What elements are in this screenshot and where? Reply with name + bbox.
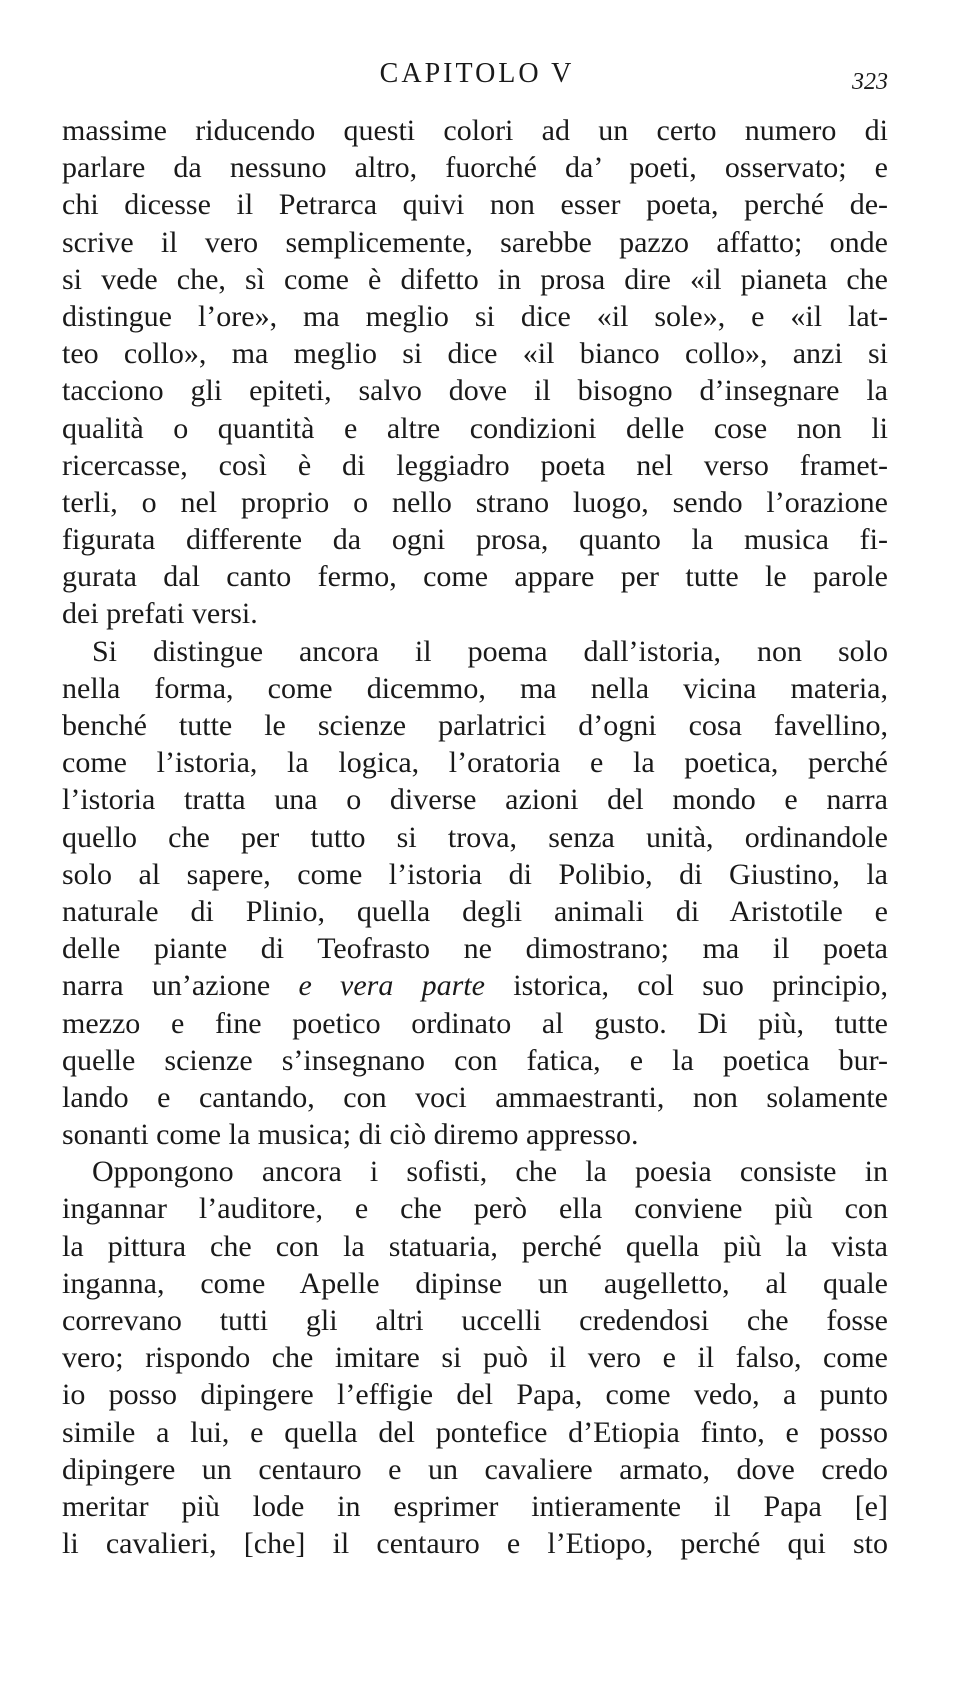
- text-line: ricercasse, così è di leggiadro poeta nel verso framet-: [62, 448, 888, 482]
- text-line: vero; rispondo che imitare si può il vero e il falso, come: [62, 1341, 888, 1375]
- text-line: mezzo e fine poetico ordinato al gusto. Di più, tutte: [62, 1006, 888, 1040]
- text-line: nella forma, come dicemmo, ma nella vicina materia,: [62, 671, 888, 705]
- page-number: 323: [852, 69, 888, 95]
- text-segment: istorica, col suo principio,: [484, 969, 888, 1003]
- text-line: figurata differente da ogni prosa, quanto la musica fi-: [62, 523, 888, 557]
- text-line: meritar più lode in esprimer intieramente il Papa [e]: [62, 1489, 888, 1523]
- text-line: massime riducendo questi colori ad un certo numero di: [62, 114, 888, 147]
- text-line: scrive il vero semplicemente, sarebbe pazzo affatto; onde: [62, 225, 888, 259]
- chapter-title: CAPITOLO V: [379, 58, 575, 89]
- text-line: come l’istoria, la logica, l’oratoria e la poetica, perché: [62, 746, 888, 780]
- text-line: solo al sapere, come l’istoria di Polibio, di Giustino, la: [62, 857, 888, 891]
- text-line: dipingere un centauro e un cavaliere armato, dove credo: [62, 1452, 888, 1486]
- text-line: parlare da nessuno altro, fuorché da’ poeti, osservato; e: [62, 151, 888, 185]
- text-line-with-italic: [62, 967, 888, 1004]
- text-line: la pittura che con la statuaria, perché quella più la vista: [62, 1229, 888, 1263]
- text-segment: narra un’azione: [62, 969, 299, 1003]
- italic-phrase: e vera parte: [298, 969, 485, 1003]
- text-line: si vede che, sì come è difetto in prosa dire «il pianeta che: [62, 262, 888, 296]
- paragraph-first-line: Si distingue ancora il poema dall’istoria, non solo: [92, 634, 888, 668]
- text-line: delle piante di Teofrasto ne dimostrano; ma il poeta: [62, 932, 888, 966]
- text-line: dei prefati versi.: [62, 597, 258, 631]
- text-line: chi dicesse il Petrarca quivi non esser poeta, perché de-: [62, 188, 888, 222]
- body-text: [62, 112, 888, 1562]
- running-head: [62, 52, 892, 96]
- text-line: tacciono gli epiteti, salvo dove il bisogno d’insegnare la: [62, 374, 888, 408]
- text-line: sonanti come la musica; di ciò diremo appresso.: [62, 1118, 639, 1152]
- text-line: terli, o nel proprio o nello strano luogo, sendo l’orazione: [62, 485, 888, 519]
- text-line: li cavalieri, [che] il centauro e l’Etiopo, perché qui sto: [62, 1527, 888, 1561]
- text-line: naturale di Plinio, quella degli animali di Aristotile e: [62, 894, 888, 928]
- text-line: distingue l’ore», ma meglio si dice «il sole», e «il lat-: [62, 299, 888, 333]
- paragraph-first-line: Oppongono ancora i sofisti, che la poesia consiste in: [92, 1155, 888, 1189]
- text-line: teo collo», ma meglio si dice «il bianco collo», anzi si: [62, 337, 888, 371]
- text-line: quello che per tutto si trova, senza unità, ordinandole: [62, 820, 888, 854]
- text-line: correvano tutti gli altri uccelli credendosi che fosse: [62, 1304, 888, 1337]
- text-line: quelle scienze s’insegnano con fatica, e la poetica bur-: [62, 1043, 888, 1077]
- text-line: inganna, come Apelle dipinse un augelletto, al quale: [62, 1266, 888, 1300]
- text-line: ingannar l’auditore, e che però ella conviene più con: [62, 1192, 888, 1226]
- text-line: simile a lui, e quella del pontefice d’Etiopia finto, e posso: [62, 1415, 888, 1449]
- text-line: qualità o quantità e altre condizioni delle cose non li: [62, 411, 888, 445]
- text-line: lando e cantando, con voci ammaestranti, non solamente: [62, 1080, 888, 1114]
- text-line: io posso dipingere l’effigie del Papa, come vedo, a punto: [62, 1378, 888, 1412]
- text-line: benché tutte le scienze parlatrici d’ogni cosa favellino,: [62, 709, 888, 742]
- text-line: l’istoria tratta una o diverse azioni del mondo e narra: [62, 783, 888, 817]
- text-line: gurata dal canto fermo, come appare per tutte le parole: [62, 560, 888, 594]
